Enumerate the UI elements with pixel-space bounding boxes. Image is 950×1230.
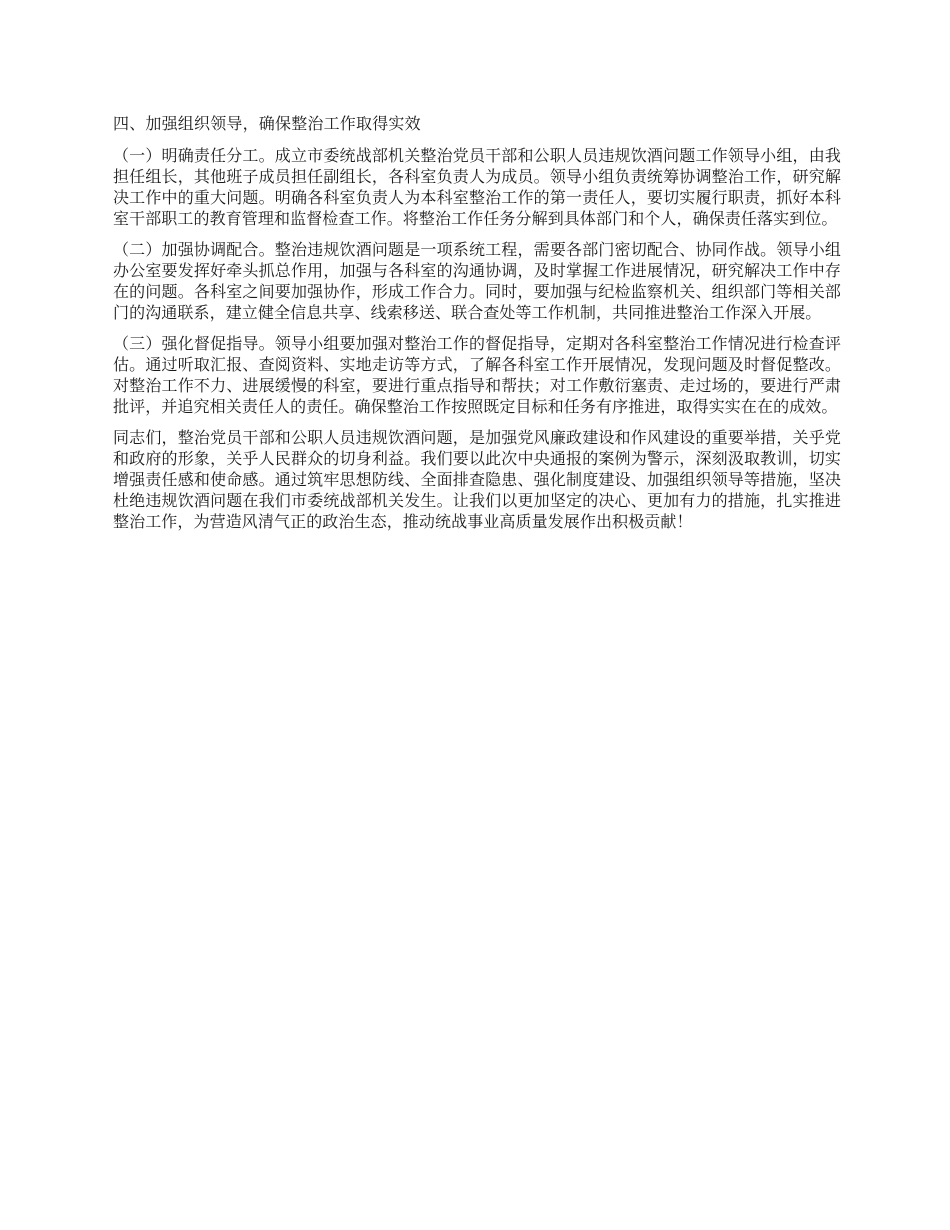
section-heading: 四、加强组织领导，确保整治工作取得实效: [113, 114, 421, 133]
document-body: [113, 113, 841, 542]
paragraph-coordination: （二）加强协调配合。整治违规饮酒问题是一项系统工程，需要各部门密切配合、协同作战。领导小组办公室要发挥好牵头抓总作用，加强与各科室的沟通协调，及时掌握工作进展情况，研究解决工作中存在的问题。各科室之间要加强协作，形成工作合力。同时，要加强与纪检监察机关、组织部门等相关部门的沟通联系，建立健全信息共享、线索移送、联合查处等工作机制，共同推进整治工作深入开展。: [113, 240, 841, 322]
paragraph-closing: 同志们，整治党员干部和公职人员违规饮酒问题，是加强党风廉政建设和作风建设的重要举措，关乎党和政府的形象，关乎人民群众的切身利益。我们要以此次中央通报的案例为警示，深刻汲取教训，切实增强责任感和使命感。通过筑牢思想防线、全面排查隐患、强化制度建设、加强组织领导等措施，坚决杜绝违规饮酒问题在我们市委统战部机关发生。让我们以更加坚定的决心、更加有力的措施，扎实推进整治工作，为营造风清气正的政治生态，推动统战事业高质量发展作出积极贡献！: [113, 428, 841, 531]
paragraph-supervision: （三）强化督促指导。领导小组要加强对整治工作的督促指导，定期对各科室整治工作情况进行检查评估。通过听取汇报、查阅资料、实地走访等方式，了解各科室工作开展情况，发现问题及时督促整改。对整治工作不力、进展缓慢的科室，要进行重点指导和帮扶；对工作敷衍塞责、走过场的，要进行严肃批评，并追究相关责任人的责任。确保整治工作按照既定目标和任务有序推进，取得实实在在的成效。: [113, 334, 841, 416]
paragraph-responsibility: （一）明确责任分工。成立市委统战部机关整治党员干部和公职人员违规饮酒问题工作领导小组，由我担任组长，其他班子成员担任副组长，各科室负责人为成员。领导小组负责统筹协调整治工作，研究解决工作中的重大问题。明确各科室负责人为本科室整治工作的第一责任人，要切实履行职责，抓好本科室干部职工的教育管理和监督检查工作。将整治工作任务分解到具体部门和个人，确保责任落实到位。: [113, 146, 841, 228]
